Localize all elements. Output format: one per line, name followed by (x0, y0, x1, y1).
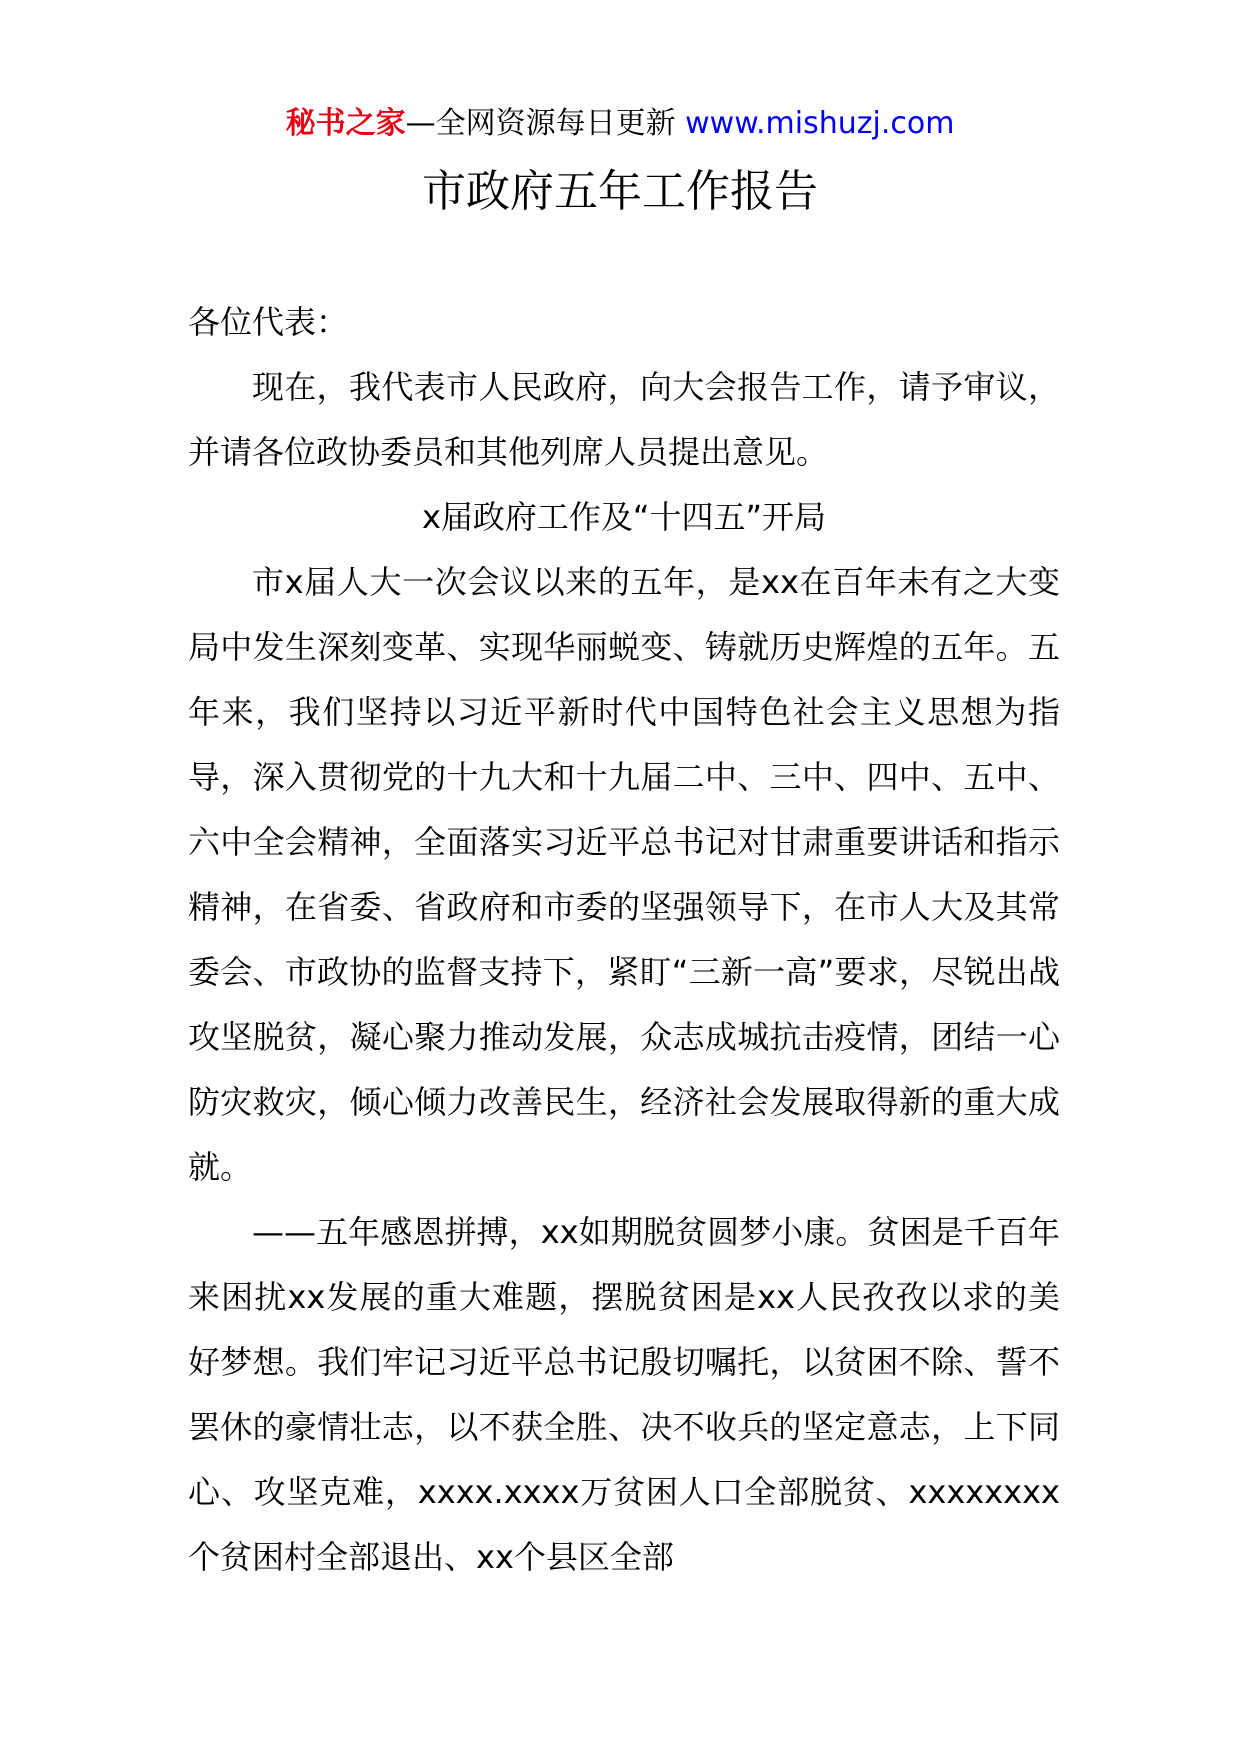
site-name: 秘书之家 (285, 106, 406, 141)
site-slogan: —全网资源每日更新 (405, 106, 676, 141)
site-url-link[interactable]: www.mishuzj.com (685, 106, 955, 141)
document-title: 市政府五年工作报告 (422, 166, 818, 217)
salutation: 各位代表： (188, 303, 349, 341)
intro-paragraph: 现在，我代表市人民政府，向大会报告工作，请予审议，并请各位政协委员和其他列席人员提出意见。 (188, 368, 1060, 471)
body-paragraph: 市x届人大一次会议以来的五年，是xx在百年未有之大变局中发生深刻变革、实现华丽蜕变、铸就历史辉煌的五年。五年来，我们坚持以习近平新时代中国特色社会主义思想为指导，深入贯彻党的十九大和十九届二中、三中、四中、五中、六中全会精神，全面落实习近平总书记对甘肃重要讲话和指示精神，在省委、省政府和市委的坚强领导下，在市人大及其常委会、市政协的监督支持下，紧盯“三新一高”要求，尽锐出战攻坚脱贫，凝心聚力推动发展，众志成城抗击疫情，团结一心防灾救灾，倾心倾力改善民生，经济社会发展取得新的重大成就。 (188, 563, 1060, 1186)
body-paragraph: ——五年感恩拼搏，xx如期脱贫圆梦小康。贫困是千百年来困扰xx发展的重大难题，摆脱贫困是xx人民孜孜以求的美好梦想。我们牢记习近平总书记殷切嘱托，以贫困不除、誓不罢休的豪情壮志，以不获全胜、决不收兵的坚定意志，上下同心、攻坚克难，xxxx.xxxx万贫困人口全部脱贫、xxxxxxxx个贫困村全部退出、xx个县区全部 (188, 1213, 1060, 1576)
section-heading: x届政府工作及“十四五”开局 (421, 498, 827, 536)
document-body (188, 290, 1060, 1590)
site-banner (0, 100, 1240, 148)
